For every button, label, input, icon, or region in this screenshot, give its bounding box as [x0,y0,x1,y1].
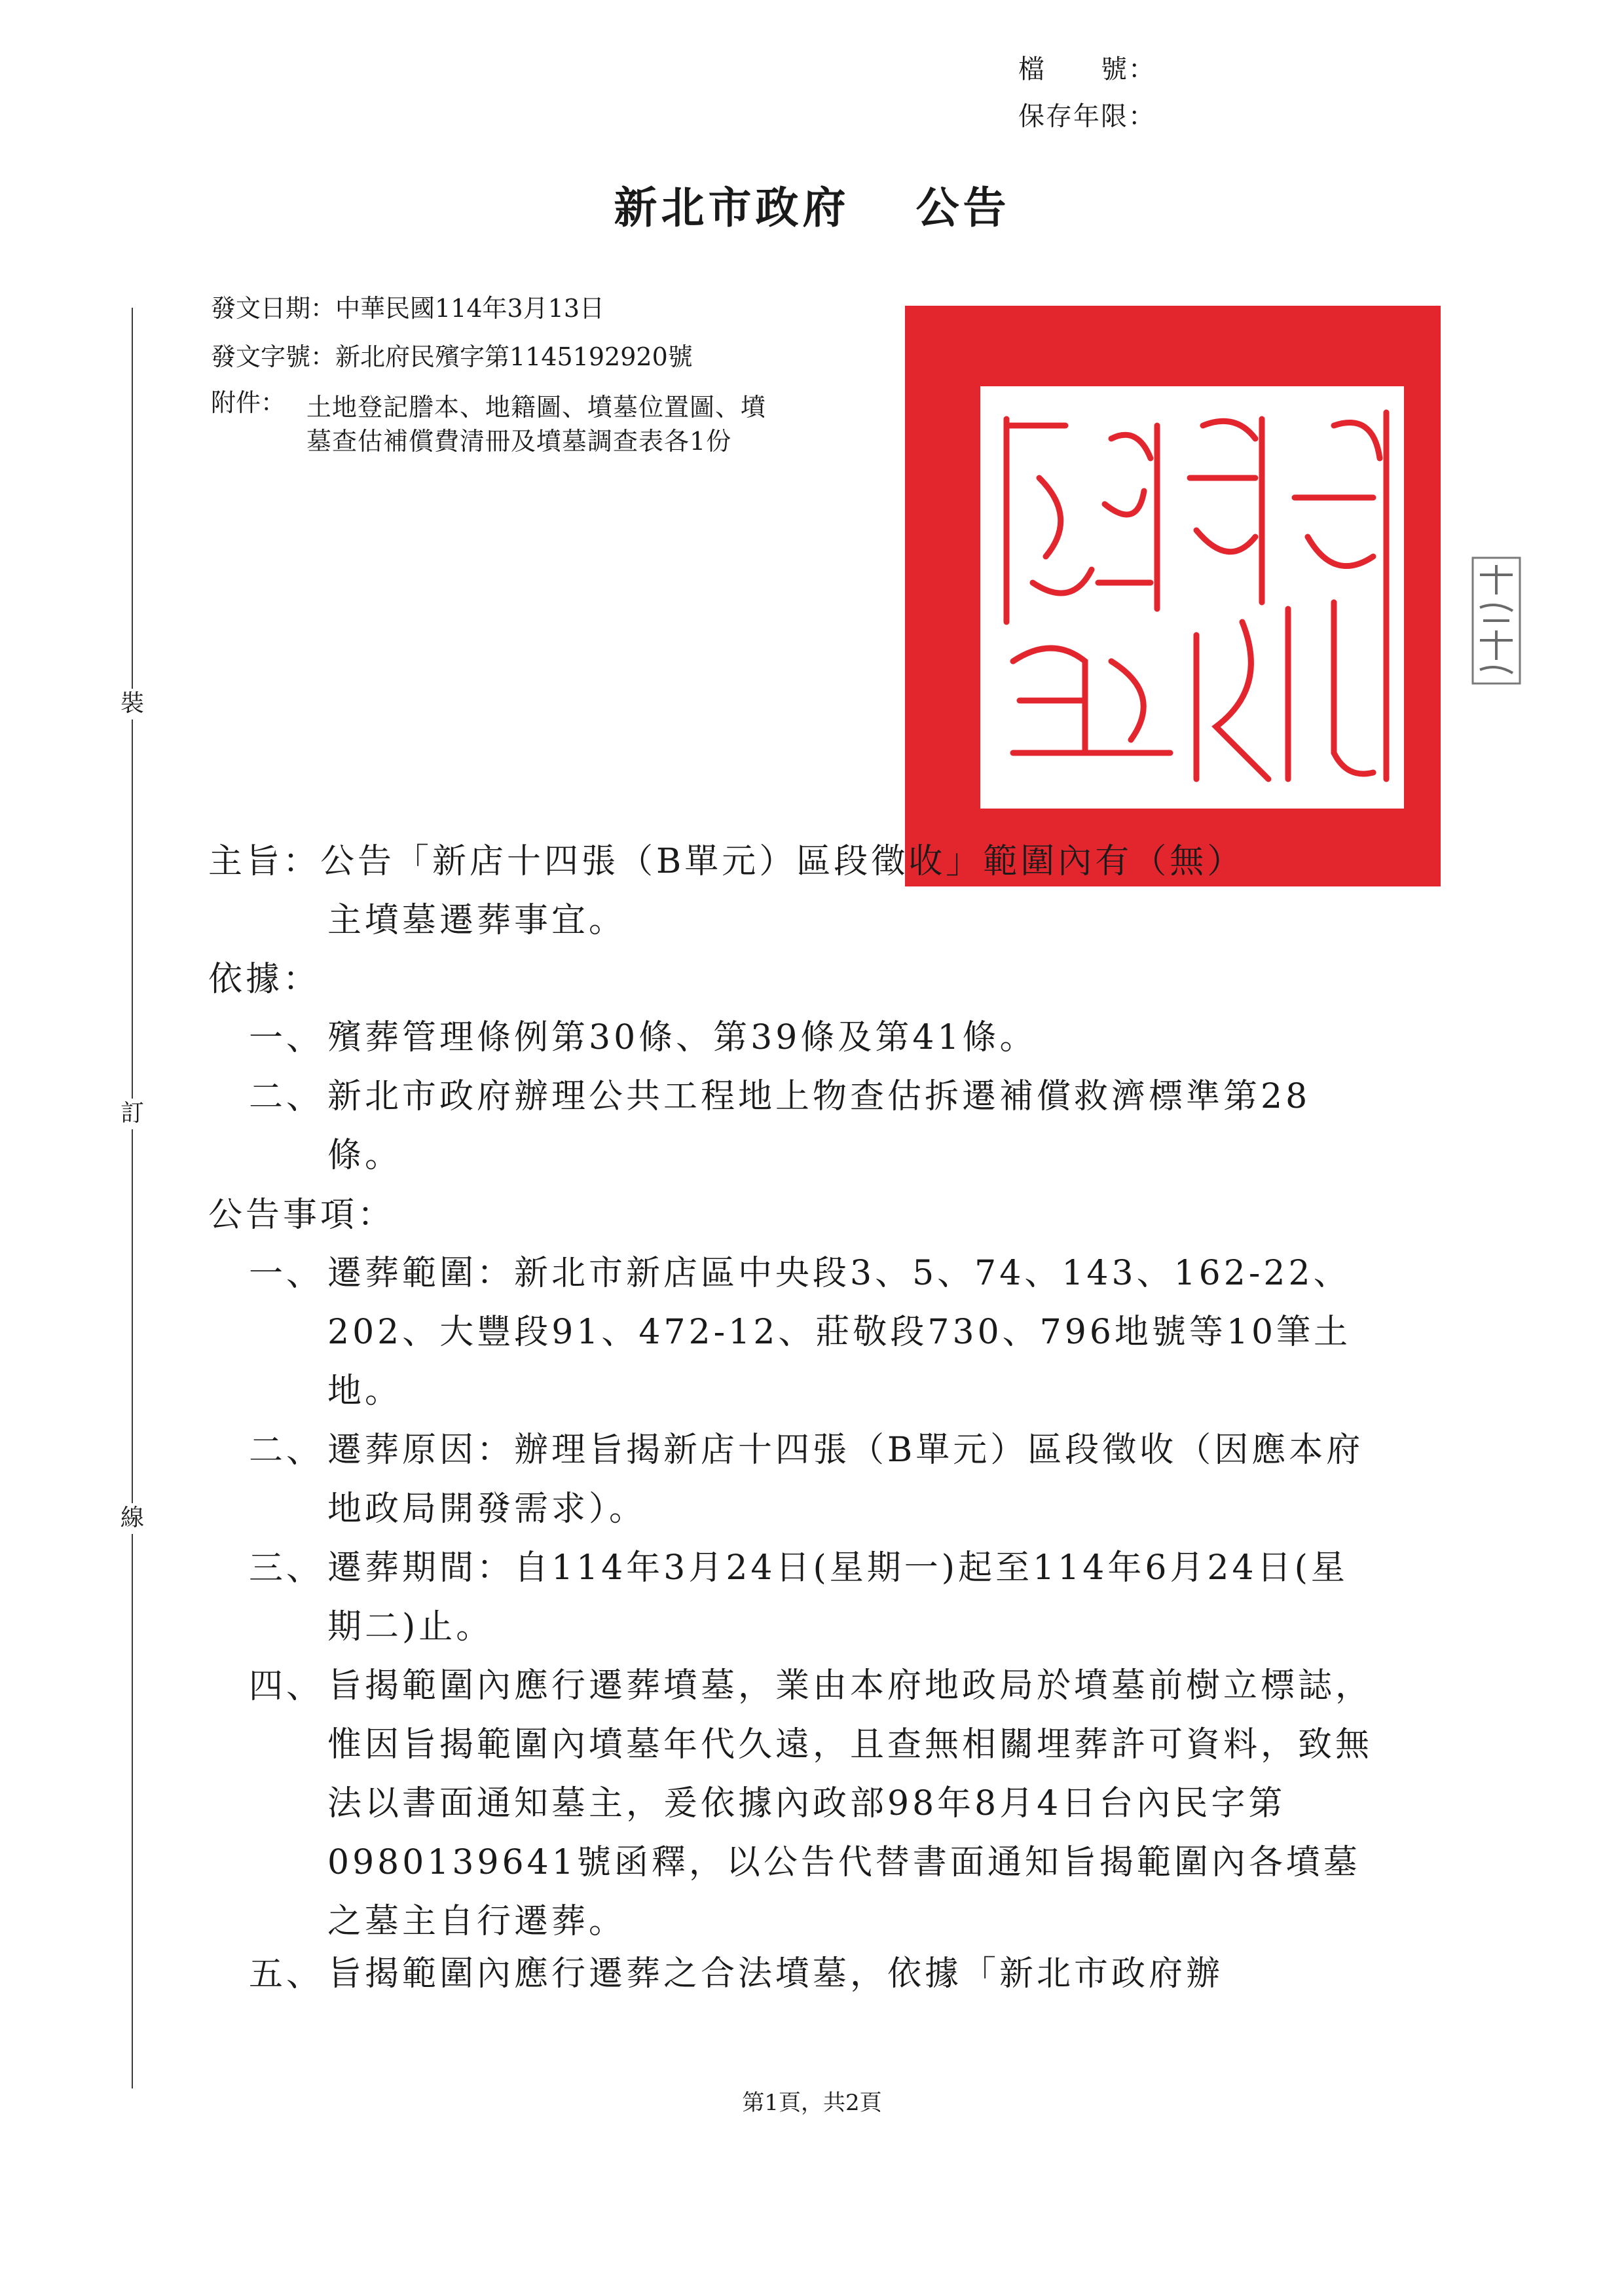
seal-inner-field [980,386,1404,809]
notice-item-number: 五、 [249,1955,324,1994]
notice-item-number: 一、 [249,1254,324,1294]
basis-item-text: 殯葬管理條例第30條、第39條及第41條。 [327,1018,1037,1057]
attachment-label: 附件： [211,388,286,417]
notice-item-text: 遷葬原因：辦理旨揭新店十四張（B單元）區段徵收（因應本府地政局開發需求）。 [327,1430,1364,1529]
file-number-label: 檔 號： [1018,54,1156,84]
page-title: 新北市政府 公告 [614,182,1010,233]
notice-item-number: 四、 [249,1667,324,1706]
attachment-text: 土地登記謄本、地籍圖、墳墓位置圖、墳墓查估補償費清冊及墳墓調查表各1份 [306,393,767,456]
basis-heading: 依據： [208,960,321,999]
notice-item-text: 遷葬範圍：新北市新店區中央段3、5、74、143、162-22、202、大豐段91、472-12、莊敬段730、796地號等10筆土地。 [327,1254,1352,1411]
notice-heading: 公告事項： [208,1195,396,1235]
notice-item-number: 二、 [249,1431,324,1470]
binding-mark-xian: 線 [113,1503,152,1534]
basis-item-number: 一、 [249,1019,324,1058]
binding-mark-ding: 訂 [113,1099,152,1129]
notice-item-number: 三、 [249,1549,324,1588]
binding-line [132,308,133,2088]
small-seal-glyphs [1470,555,1522,686]
issue-date: 發文日期：中華民國114年3月13日 [211,294,605,323]
basis-item-number: 二、 [249,1078,324,1117]
page-number: 第1頁，共2頁 [742,2090,882,2116]
small-seal-stamp [1470,555,1522,686]
binding-mark-zhuang: 裝 [113,689,152,720]
notice-item-text: 旨揭範圍內應行遷葬之合法墳墓，依據「新北市政府辦 [327,1954,1224,1994]
notice-item-text: 旨揭範圍內應行遷葬墳墓，業由本府地政局於墳墓前樹立標誌，惟因旨揭範圍內墳墓年代久遠，且查無相關埋葬許可資料，致無法以書面通知墓主，爰依據內政部98年8月4日台內民字第0980139641號函釋，以公告代替書面通知旨揭範圍內各墳墓之墓主自行遷葬。 [327,1666,1373,1941]
retention-period-label: 保存年限： [1018,101,1156,132]
document-number: 發文字號：新北府民殯字第1145192920號 [211,342,693,371]
subject-line-2: 主墳墓遷葬事宜。 [327,901,627,940]
seal-script-glyphs [980,386,1404,809]
basis-item-text: 新北市政府辦理公共工程地上物查估拆遷補償救濟標準第28條。 [327,1077,1311,1175]
notice-item-text: 遷葬期間：自114年3月24日(星期一)起至114年6月24日(星期二)止。 [327,1548,1348,1647]
subject-line-1: 主旨：公告「新店十四張（B單元）區段徵收」範圍內有（無） [208,842,1245,881]
